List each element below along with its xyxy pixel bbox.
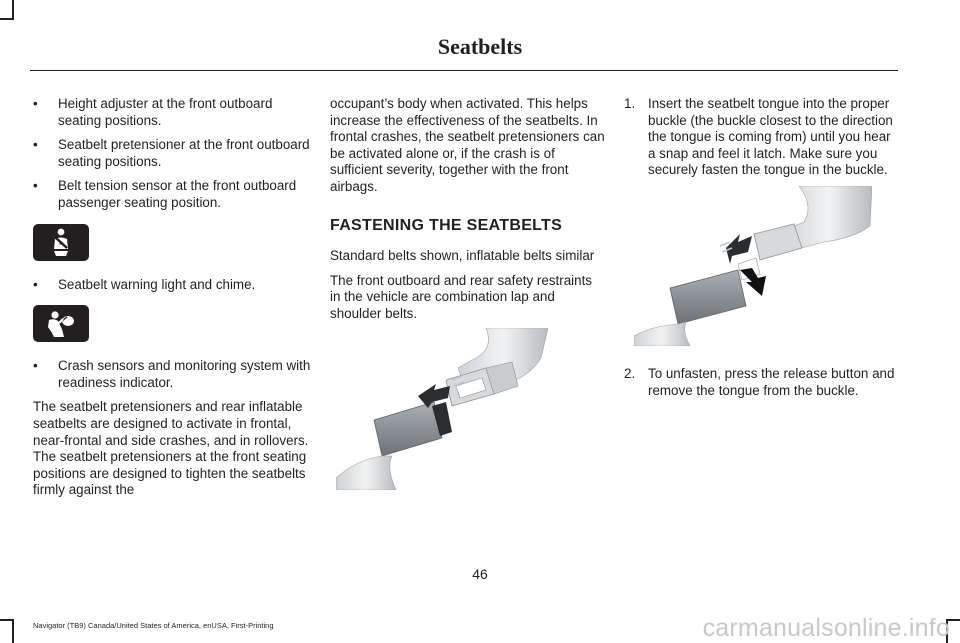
list-item: • Height adjuster at the front outboard seating positions. (33, 96, 273, 128)
body-paragraph: The seatbelt pretensioners and rear inflatable seatbelts are designed to activate in frontal, near-frontal and side crashes, and in rollovers. The seatbelt pretensioners at the front seating positions are designed to tighten the seatbelts firmly against the (33, 399, 309, 498)
crop-mark-bottom-left (0, 619, 14, 643)
airbag-icon (33, 305, 89, 342)
crop-mark-top-left (0, 0, 14, 20)
list-item: 2. To unfasten, press the release button and remove the tongue from the buckle. (624, 366, 895, 398)
seatbelt-fastening-illustration (336, 328, 548, 495)
column-1 (33, 96, 311, 507)
list-item: • Seatbelt pretensioner at the front outboard seating positions. (33, 137, 310, 169)
body-paragraph: Standard belts shown, inflatable belts similar (330, 248, 595, 264)
seatbelt-latch-illustration (634, 186, 872, 351)
watermark: carmanualsonline.info (702, 614, 950, 642)
column-3-lower (624, 366, 896, 399)
list-item: • Crash sensors and monitoring system with readiness indicator. (33, 358, 311, 390)
column-3 (624, 96, 896, 179)
column-2 (330, 96, 605, 331)
page-title: Seatbelts (437, 34, 523, 59)
list-item: • Belt tension sensor at the front outboard passenger seating position. (33, 178, 297, 210)
body-paragraph: The front outboard and rear safety restraints in the vehicle are combination lap and shoulder belts. (330, 272, 593, 321)
section-heading: FASTENING THE SEATBELTS (330, 216, 563, 234)
footer-text: Navigator (TB9) Canada/United States of America, enUSA, First-Printing (33, 621, 274, 630)
list-item: • Seatbelt warning light and chime. (33, 276, 256, 292)
page-number: 46 (472, 566, 488, 582)
list-item: 1. Insert the seatbelt tongue into the proper buckle (the buckle closest to the direction the tongue is coming from) until you hear a snap and feel it latch. Make sure you securely fasten the tongue in the buckle. (624, 96, 893, 178)
seatbelt-warning-icon (33, 224, 89, 261)
header-rule (30, 70, 898, 71)
body-paragraph: occupant’s body when activated. This helps increase the effectiveness of the seatbelts. In frontal crashes, the seatbelt pretensioners can be activated alone or, if the crash is of sufficient severity, together with the front airbags. (330, 96, 605, 194)
